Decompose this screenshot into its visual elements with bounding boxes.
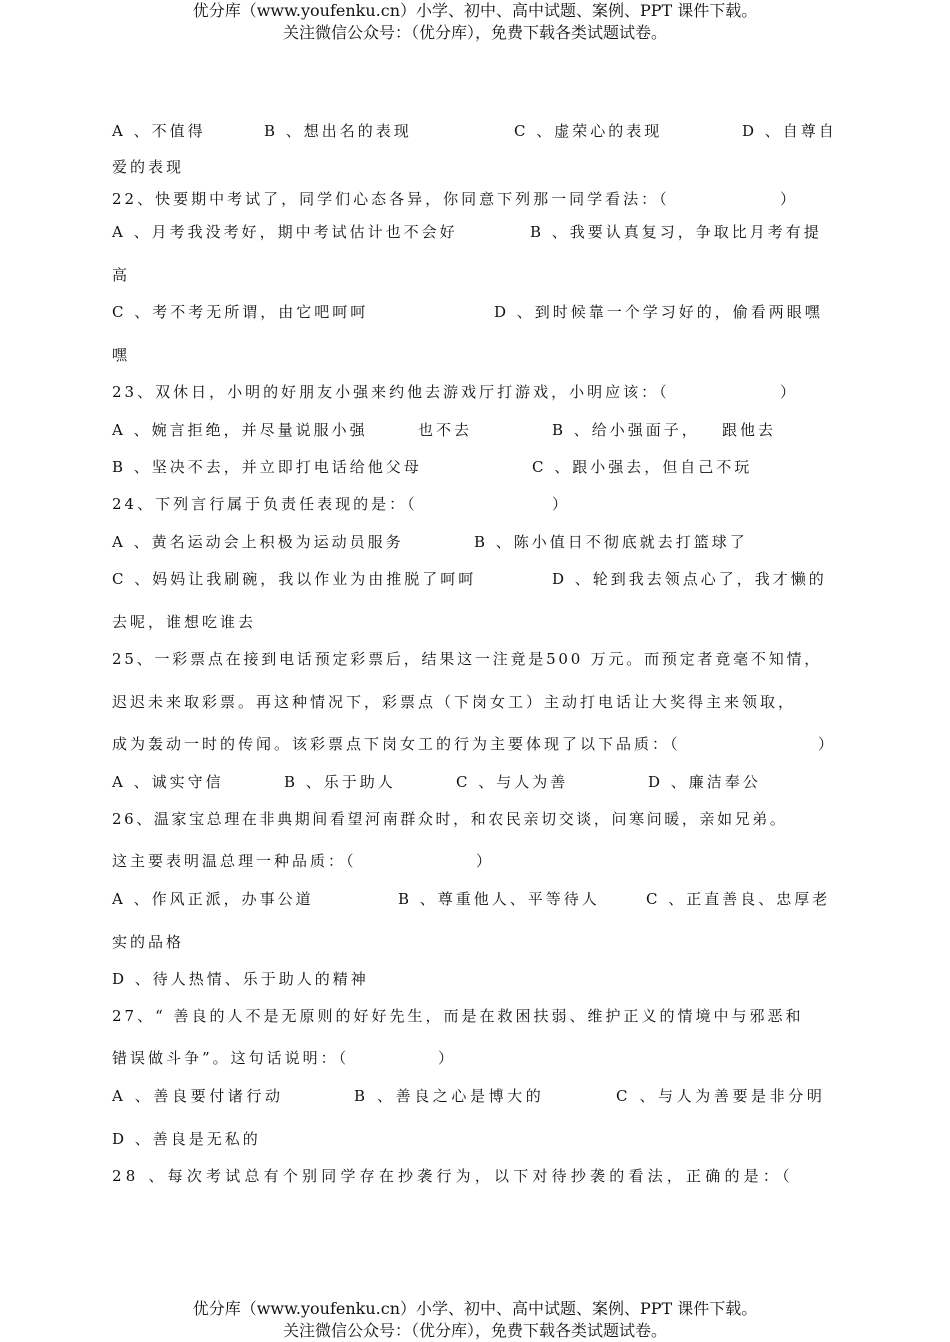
- q23-option-a-tail: 也不去: [418, 421, 473, 439]
- q22-option-a: A 、月考我没考好，期中考试估计也不会好: [112, 223, 458, 241]
- q26-option-d: D 、待人热情、乐于助人的精神: [112, 970, 369, 988]
- q23-close-paren: ）: [780, 383, 799, 401]
- q23-option-b: B 、给小强面子，: [552, 421, 700, 439]
- q23-stem: 23、双休日，小明的好朋友小强来约他去游戏厅打游戏，小明应该：（: [112, 383, 670, 401]
- q27-option-b: B 、善良之心是博大的: [354, 1087, 545, 1105]
- q26-stem-1: 26、温家宝总理在非典期间看望河南群众时，和农民亲切交谈，问寒问暖，亲如兄弟。: [112, 810, 788, 828]
- q25-close-paren: ）: [818, 735, 837, 753]
- q24-close-paren: ）: [552, 495, 571, 513]
- q24-option-b: B 、陈小值日不彻底就去打篮球了: [474, 533, 748, 551]
- q22-close-paren: ）: [780, 190, 799, 208]
- page-header: [0, 0, 950, 44]
- footer-line-2: 关注微信公众号：（优分库），免费下载各类试题试卷。: [282, 1321, 667, 1340]
- q22-option-d: D 、到时候靠一个学习好的，偷看两眼嘿: [494, 303, 823, 321]
- page-footer: [0, 1298, 950, 1342]
- q22-option-d-cont: 嘿: [112, 346, 131, 364]
- q24-option-d-cont: 去呢，谁想吃谁去: [112, 613, 257, 631]
- q24-option-d: D 、轮到我去领点心了，我才懒的: [552, 570, 827, 588]
- q22-option-b-cont: 高: [112, 266, 131, 284]
- q27-stem-2: 错误做斗争”。这句话说明：（: [112, 1049, 350, 1067]
- q25-option-b: B 、乐于助人: [284, 773, 396, 791]
- footer-line-1: 优分库（www.youfenku.cn）小学、初中、高中试题、案例、PPT 课件下载。: [192, 1299, 758, 1318]
- q22-stem: 22、快要期中考试了，同学们心态各异，你同意下列那一同学看法：（: [112, 190, 670, 208]
- header-line-1: 优分库（www.youfenku.cn）小学、初中、高中试题、案例、PPT 课件下载。: [192, 1, 758, 20]
- q26-option-b: B 、尊重他人、平等待人: [398, 890, 600, 908]
- q27-option-a: A 、善良要付诸行动: [112, 1087, 284, 1105]
- q21-option-a: A 、不值得: [112, 122, 206, 140]
- q24-option-c: C 、妈妈让我刷碗，我以作业为由推脱了呵呵: [112, 570, 477, 588]
- q27-close-paren: ）: [438, 1049, 457, 1067]
- q25-stem-3: 成为轰动一时的传闻。该彩票点下岗女工的行为主要体现了以下品质：（: [112, 735, 681, 753]
- q22-option-c: C 、考不考无所谓，由它吧呵呵: [112, 303, 369, 321]
- q27-stem-1: 27、“ 善良的人不是无原则的好好先生，而是在救困扶弱、维护正义的情境中与邪恶和: [112, 1007, 804, 1025]
- q21-option-b: B 、想出名的表现: [264, 122, 412, 140]
- q26-option-c: C 、正直善良、忠厚老: [646, 890, 831, 908]
- q21-option-d-cont: 爱的表现: [112, 158, 185, 176]
- q25-option-a: A 、诚实守信: [112, 773, 224, 791]
- q26-option-c-cont: 实的品格: [112, 933, 185, 951]
- q26-stem-2: 这主要表明温总理一种品质：（: [112, 852, 357, 870]
- q25-option-c: C 、与人为善: [456, 773, 569, 791]
- q22-option-b: B 、我要认真复习，争取比月考有提: [530, 223, 822, 241]
- q27-option-c: C 、与人为善要是非分明: [616, 1087, 826, 1105]
- q26-close-paren: ）: [476, 852, 495, 870]
- q23-option-a: A 、婉言拒绝，并尽量说服小强: [112, 421, 368, 439]
- q21-option-c: C 、虚荣心的表现: [514, 122, 663, 140]
- q27-option-d: D 、善良是无私的: [112, 1130, 261, 1148]
- q24-option-a: A 、黄名运动会上积极为运动员服务: [112, 533, 404, 551]
- q24-stem: 24、下列言行属于负责任表现的是：（: [112, 495, 418, 513]
- q23-option-c: B 、坚决不去，并立即打电话给他父母: [112, 458, 422, 476]
- q25-option-d: D 、廉洁奉公: [648, 773, 761, 791]
- q25-stem-2: 迟迟未来取彩票。再这种情况下，彩票点（下岗女工）主动打电话让大奖得主来领取，: [112, 693, 797, 711]
- q23-option-b-tail: 跟他去: [722, 421, 777, 439]
- q25-stem-1: 25、一彩票点在接到电话预定彩票后，结果这一注竟是500 万元。而预定者竟毫不知情，: [112, 650, 823, 668]
- q26-option-a: A 、作风正派，办事公道: [112, 890, 314, 908]
- q23-option-d: C 、跟小强去，但自己不玩: [532, 458, 753, 476]
- q28-stem: 28 、每次考试总有个别同学存在抄袭行为，以下对待抄袭的看法，正确的是：（: [112, 1167, 794, 1185]
- q21-option-d: D 、自尊自: [742, 122, 837, 140]
- header-line-2: 关注微信公众号：（优分库），免费下载各类试题试卷。: [282, 23, 667, 42]
